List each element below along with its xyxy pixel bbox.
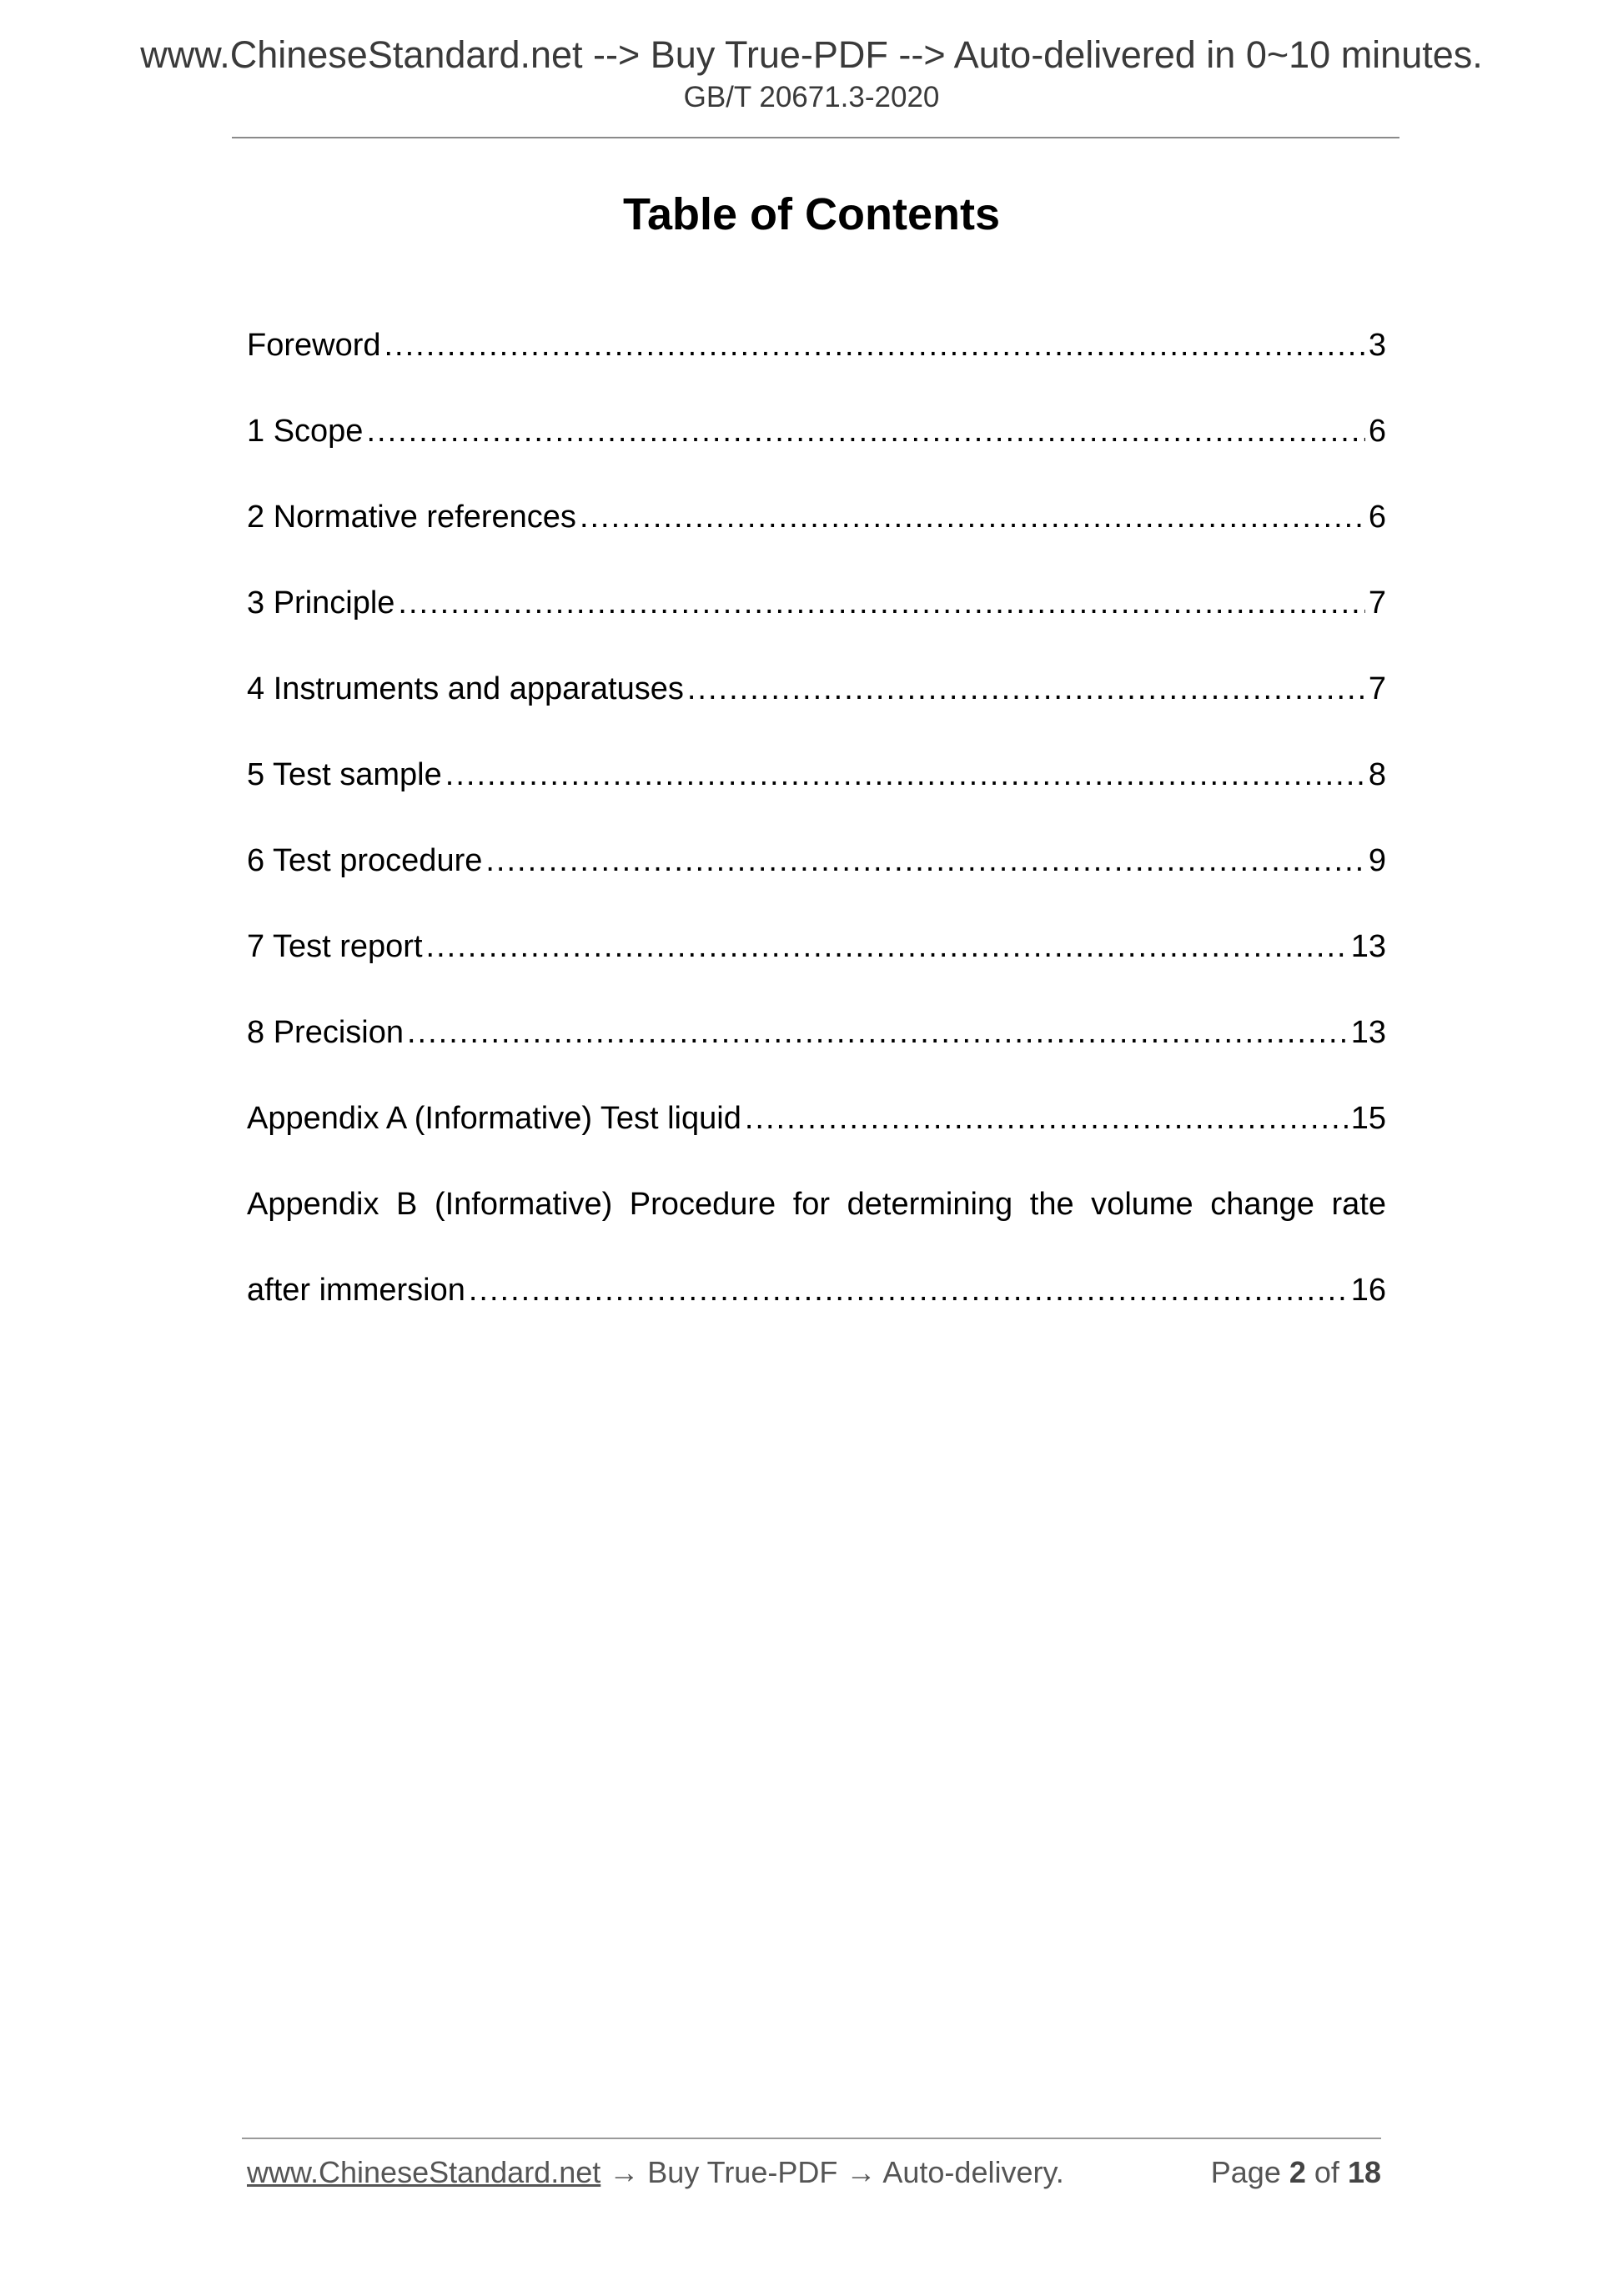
- arrow-right-icon: →: [846, 2155, 877, 2189]
- header-divider: [232, 137, 1399, 138]
- toc-entry-appendix-b[interactable]: [247, 1179, 1386, 1351]
- toc-leader-dots: [398, 578, 1364, 628]
- toc-entry-label: 7 Test report: [247, 929, 423, 964]
- toc-entry-label: 8 Precision: [247, 1015, 404, 1050]
- toc-entry-label: 2 Normative references: [247, 500, 576, 535]
- toc-entry-label: 4 Instruments and apparatuses: [247, 671, 684, 706]
- toc-leader-dots: [469, 1265, 1348, 1315]
- toc-leader-dots: [366, 406, 1364, 456]
- toc-entry-label: 6 Test procedure: [247, 843, 483, 878]
- of-label: of: [1314, 2155, 1339, 2189]
- page-title: Table of Contents: [623, 189, 1000, 239]
- toc-entry-label: 1 Scope: [247, 414, 364, 449]
- page-indicator: [1211, 2155, 1381, 2190]
- toc-entry-label: 5 Test sample: [247, 757, 442, 792]
- arrow-right-icon: →: [609, 2155, 640, 2189]
- toc-entry-foreword[interactable]: [247, 320, 1386, 406]
- toc-leader-dots: [580, 492, 1365, 542]
- toc-leader-dots: [485, 836, 1364, 886]
- footer-site-link[interactable]: www.ChineseStandard.net: [247, 2155, 601, 2189]
- toc-entry-page: 16: [1350, 1273, 1386, 1308]
- document-code: GB/T 20671.3-2020: [683, 81, 940, 113]
- current-page-number: 2: [1289, 2155, 1306, 2189]
- toc-entry-test-report[interactable]: [247, 922, 1386, 1007]
- toc-leader-dots: [445, 750, 1365, 800]
- toc-entry-page: 7: [1368, 671, 1386, 706]
- footer-buy-text: Buy True-PDF: [647, 2155, 838, 2189]
- toc-leader-dots: [426, 922, 1348, 972]
- toc-entry-label: Appendix A (Informative) Test liquid: [247, 1101, 741, 1136]
- toc-leader-dots: [407, 1007, 1348, 1058]
- toc-entry-appendix-a[interactable]: [247, 1093, 1386, 1179]
- toc-entry-page: 3: [1368, 328, 1386, 363]
- toc-entry-instruments[interactable]: [247, 664, 1386, 750]
- toc-entry-page: 13: [1350, 929, 1386, 964]
- toc-entry-principle[interactable]: [247, 578, 1386, 664]
- toc-leader-dots: [687, 664, 1365, 714]
- page-label: Page: [1210, 2155, 1281, 2189]
- toc-entry-page: 13: [1350, 1015, 1386, 1050]
- toc-entry-continuation: [247, 1265, 1386, 1351]
- footer-divider: [242, 2138, 1381, 2139]
- toc-leader-dots: [745, 1093, 1348, 1143]
- toc-entry-page: 15: [1350, 1101, 1386, 1136]
- toc-entry-precision[interactable]: [247, 1007, 1386, 1093]
- toc-entry-test-sample[interactable]: [247, 750, 1386, 836]
- site-banner: www.ChineseStandard.net --> Buy True-PDF --> Auto-delivered in 0~10 minutes.: [140, 33, 1483, 76]
- toc-entry-test-procedure[interactable]: [247, 836, 1386, 922]
- toc-entry-page: 7: [1368, 585, 1386, 620]
- toc-entry-label: 3 Principle: [247, 585, 395, 620]
- toc-entry-page: 8: [1368, 757, 1386, 792]
- toc-entry-page: 6: [1368, 500, 1386, 535]
- toc-leader-dots: [384, 320, 1365, 370]
- page-footer: [247, 2155, 1381, 2205]
- toc-entry-page: 6: [1368, 414, 1386, 449]
- table-of-contents: [247, 320, 1386, 1351]
- footer-promo: [247, 2155, 1064, 2190]
- toc-entry-label-continued: after immersion: [247, 1273, 465, 1308]
- footer-delivery-text: Auto-delivery.: [882, 2155, 1064, 2189]
- toc-entry-label: Appendix B (Informative) Procedure for determining the volume change rate: [247, 1187, 1386, 1222]
- toc-entry-label: Foreword: [247, 328, 381, 363]
- total-pages: 18: [1347, 2155, 1381, 2189]
- toc-entry-page: 9: [1368, 843, 1386, 878]
- toc-entry-scope[interactable]: [247, 406, 1386, 492]
- toc-entry-normative-references[interactable]: [247, 492, 1386, 578]
